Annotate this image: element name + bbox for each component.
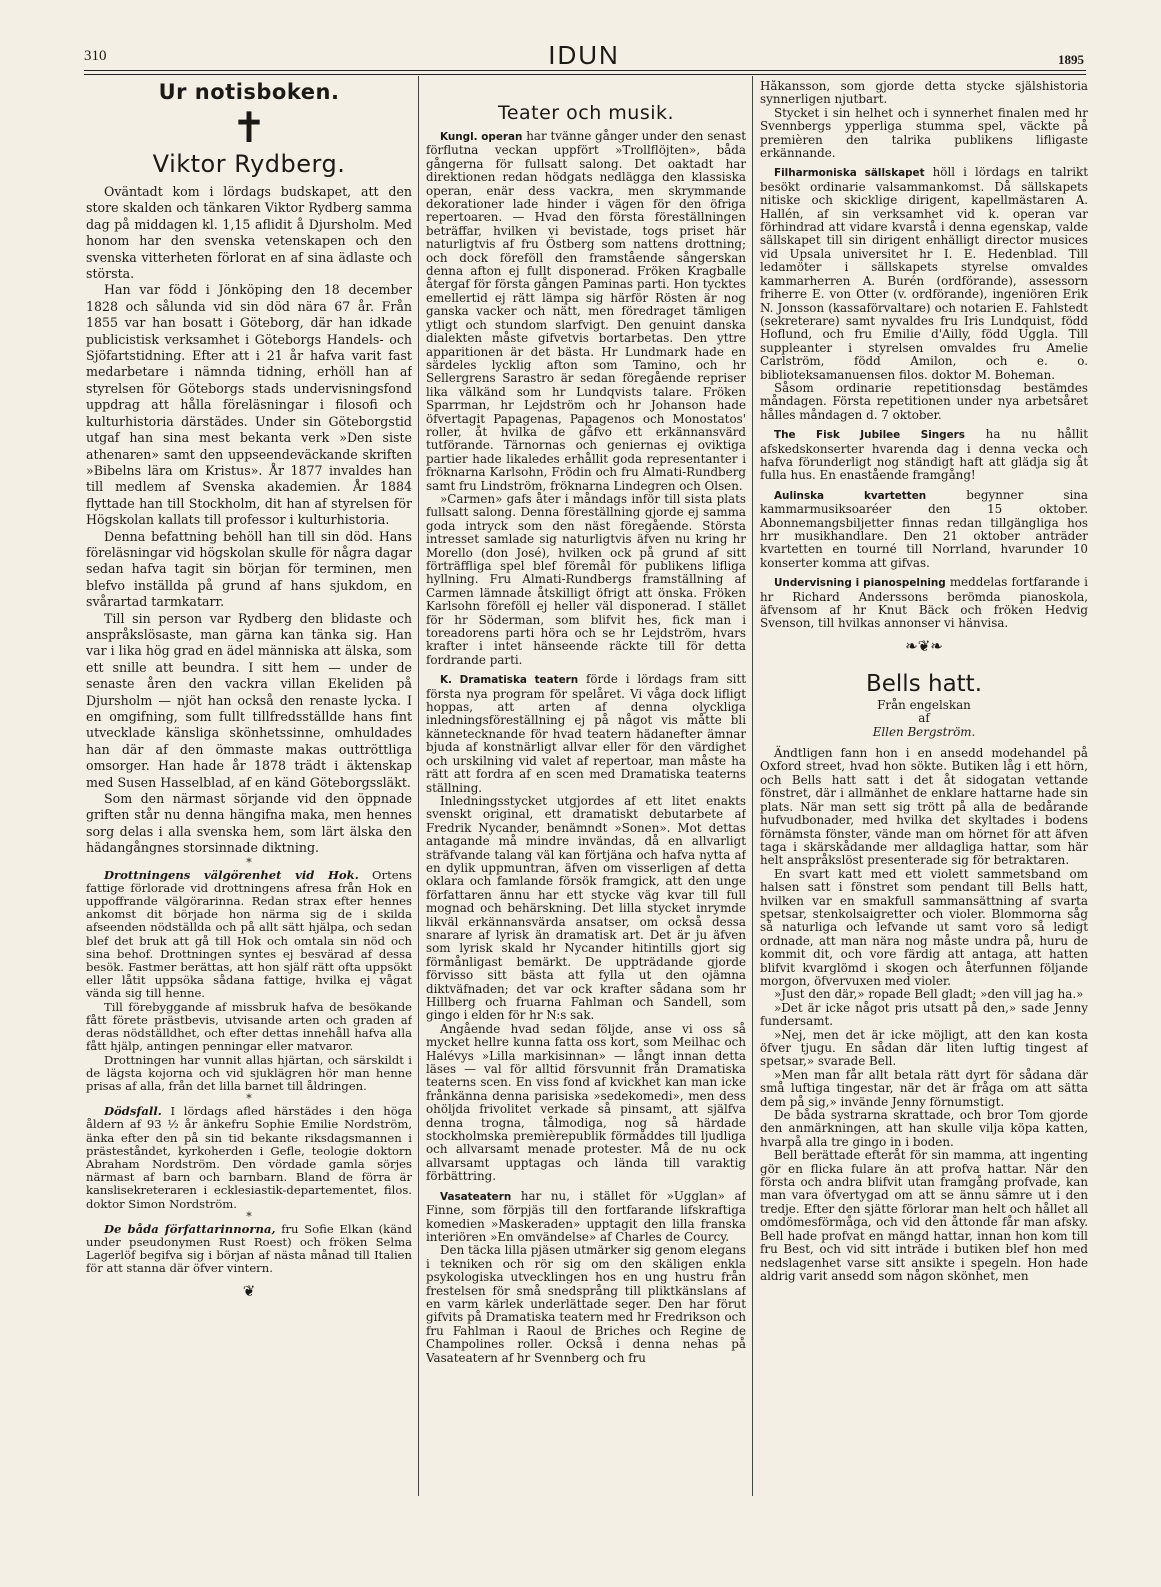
separator-star: *: [246, 855, 252, 869]
news-lead: Drottningens välgörenhet vid Hok.: [104, 867, 359, 882]
news-keyword: K. Dramatiska teatern: [440, 674, 579, 687]
news-keyword: Kungl. operan: [440, 131, 523, 143]
news-keyword: Vasateatern: [440, 1190, 512, 1203]
news-paragraph: Inledningsstycket utgjordes af ett litet enakts svenskt original, ett dramatiskt debutarbete af Fredrik Nycander, benämndt »Sonen». Mot dettas antagande må mindre invändas, då en allvarligt sträfvande talang väl kan förtjäna och hafva nytta af en dylik uppmuntran, äfven om visserligen af detta oklara och famlande försök framgick, att den unge författaren ännu har ett stycke väg kvar till full mognad och behärskning. Det lilla stycket inrymde likväl erkännansvärda ansatser, om också dessa snarare af lyrisk än dramatisk art. Det är ju äfven som lyrisk skald hr Nycander hitintills gjort sig förmånligast bemärkt. De uppträdande gjorde förvisso sitt bästa att fylla ut den ojämna diktväfnaden; det var ock krafter sådana som hr Hillberg och fruarna Fahlman och Sandell, som gingo i elden för hr N:s sak.: [426, 793, 746, 1023]
column-left: [86, 80, 412, 1490]
story-paragraph: De båda systrarna skrattade, och bror Tom gjorde den anmärkningen, att han skulle vilja köpa katten, hvarpå alla tre gingo in i boden.: [760, 1108, 1088, 1149]
news-item-dramatiska: K. Dramatiska teatern förde i lördags fram sitt första nya program för spelåret. Vi våga dock lifligt hoppas, att arten af denna olyckliga inledningsföreställning ej på något vis måtte bli kännetecknande för hvad teatern hädanefter ämnar bjuda af konstnärligt allvar eller för den värdighet och urskilning vid valet af repertoar, man måste ha rätt att fordra af en scen med Dramatiska teaterns ställning.: [426, 672, 746, 795]
masthead-title: IDUN: [548, 40, 620, 70]
column-middle: [426, 80, 746, 1490]
story-paragraph: Bell berättade efteråt för sin mamma, att ingenting gör en flicka fulare än att profva hattar. När den första och andra blifvit utan framgång profvade, kan man vara öfvertygad om att se ännu sämre ut i den tredje. Efter den sjätte förlorar man helt och hållet all omdömesförmåga, och vid den åttonde får man afsky. Bell hade profvat en mängd hattar, innan hon kom till fru Best, och vid sitt inträde i butiken blef hon med nedslagenhet varse sitt ansikte i spegeln. Hon hade aldrig varit ansedd som någon skönhet, men: [760, 1148, 1088, 1283]
news-keyword: Undervisning i pianospelning: [774, 577, 946, 590]
news-lead: Dödsfall.: [104, 1104, 162, 1119]
story-paragraph: »Nej, men det är icke möjligt, att den kan kosta öfver tjugu. En sådan där liten luftig tingest af spetsar,» svarade Bell.: [760, 1027, 1088, 1069]
issue-year: 1895: [1058, 52, 1084, 67]
story-subtitle: Från engelskan: [877, 697, 971, 712]
obituary-paragraph: Oväntadt kom i lördags budskapet, att den store skalden och tänkaren Viktor Rydberg samma dag på middagen kl. 1,15 aflidit å Djursholm. Med honom har den svenska vetenskapen och den svenska vitterheten förlorat en af sina ädlaste och största.: [86, 184, 412, 282]
ornament-icon: ❧❦❧: [905, 636, 943, 655]
news-keyword: Aulinska kvartetten: [774, 489, 927, 502]
story-title: Bells hatt.: [865, 670, 983, 697]
story-paragraph: En svart katt med ett violett sammetsband om halsen satt i fönstret som pendant till Bells hatt, hvilken var en smakfull sammansättning af svarta spetsar, stenkolsaigretter och violer. Blommorna såg så naturliga och lefvande ut samt voro så ledigt ordnade, att man nära nog måste undra på, huru de kommit dit, och vore färdig att antaga, att hatten blifvit kvarglömd i skogen och återfunnen följande morgon, öfvervuxen med violer.: [760, 866, 1088, 988]
story-paragraph: »Just den där,» ropade Bell gladt; »den vill jag ha.»: [774, 987, 1084, 1002]
story-paragraph: »Det är icke något pris utsatt på den,» sade Jenny fundersamt.: [760, 1000, 1088, 1029]
news-paragraph: Håkansson, som gjorde detta stycke själshistoria synnerligen njutbart.: [760, 80, 1088, 107]
news-paragraph: »Carmen» gafs åter i måndags inför till sista plats fullsatt salong. Denna föreställning gjorde ej samma goda intryck som den näst föregående. Största intresset samlade sig naturligtvis äfven nu kring hr Morello (don José), hvilken ock på grund af sitt förträffliga spel blef föremål för publikens lifliga hyllning. Fru Almati-Rundbergs framställning af Carmen lämnade åtskilligt öfrigt att önska. Fröken Karlsohn föreföll ej heller väl disponerad. I stället för hr Söderman, som blifvit hes, fick man i toreadorens parti höra och se hr Lejdström, hvars krafter i intet hänseende räckte till för detta fordrande parti.: [426, 491, 746, 667]
obituary-paragraph: Som den närmast sörjande vid den öppnade griften står nu denna hängifna maka, men hennes sorg delas i alla svenska hem, som lärt älska den hädangångnes storsinnade diktning.: [86, 791, 412, 856]
story-author: Ellen Bergström.: [872, 724, 976, 739]
obituary-title: Viktor Rydberg.: [152, 150, 346, 178]
story-af: af: [918, 711, 930, 726]
news-item-filharmoniska: Filharmoniska sällskapet höll i lördags en talrikt besökt ordinarie valsammankomst. Då sällskapets nitiske och skicklige dirigent, kapellmästaren A. Hallén, af sin verksamhet vid k. operan var förhindrad att vidare kvarstå i denna egenskap, valde sällskapet till sin dirigent enhälligt director musices vid Upsala universitet hr I. E. Hedenblad. Till ledamöter i sällskapets styrelse omvaldes kammarherren A. Burén (ordförande), assessorn friherre E. von Otter (v. ordförande), ingeniören Erik N. Jonsson (kassaförvaltare) och notarien E. Fahlstedt (sekreterare) samt nyvaldes fru Iris Lundquist, född Hoflund, och fru Emilie d'Ailly, född Uggla. Till suppleanter i styrelsen omvaldes fru Amelie Carlström, född Amilon, och e. o. biblioteksamanuensen filos. doktor M. Boheman.: [760, 165, 1088, 382]
section-title: Teater och musik.: [497, 102, 675, 124]
news-paragraph: Angående hvad sedan följde, anse vi oss så mycket hellre kunna fatta oss kort, som Meilhac och Halévys »Lilla markisinnan» — långt innan detta läses — val för alltid försvunnit från Dramatiska teaterns scen. En viss fond af kvickhet kan man icke frånkänna denna parisiska »sedekomedi», men dess ohöljda frivolitet verkade så pinsamt, att själfva denna trogna, tålmodiga, nog så härdade stockholmska premièrepublik förmåddes till ljudliga och allvarsamt menade protester. Må de nu ock allvarsamt upptagas och lända till varaktig förbättring.: [426, 1021, 746, 1184]
separator-star: *: [246, 1209, 252, 1223]
news-paragraph: Drottningen har vunnit allas hjärtan, och särskildt i de lägsta kojorna och vid sjuklägren hör man henne prisas af alla, från det lilla barnet till åldringen.: [86, 1052, 412, 1093]
column-right: [760, 80, 1088, 1490]
story-paragraph: »Men man får allt betala rätt dyrt för sådana där små luftiga tingestar, när det är fråga om att sätta dem på sig,» invände Jenny förnumstigt.: [760, 1067, 1088, 1109]
separator-star: *: [246, 1092, 252, 1106]
column-divider: [752, 76, 753, 1496]
ornament-icon: ❦: [242, 1281, 256, 1300]
header-rule-thin: [84, 74, 1086, 75]
news-item-aulinska: Aulinska kvartetten begynner sina kammarmusiksoaréer den 15 oktober. Abonnemangsbiljetter finnas redan tillgängliga hos hrr musikhandlare. Den 21 oktober anträder kvartetten en tourné till Norrland, hvarunder 10 konserter komma att gifvas.: [760, 487, 1088, 570]
news-item-piano: Undervisning i pianospelning meddelas fortfarande i hr Richard Anderssons berömda pianoskola, äfvensom af hr Knut Bäck och fröken Hedvig Svenson, till hvilkas annonser vi hänvisa.: [760, 575, 1088, 631]
news-paragraph: Till förebyggande af missbruk hafva de besökande fått förete prästbevis, utvisande arten och graden af deras nödställdhet, och efter dettas innehåll hafva alla fått hjälp, antingen penningar eller matvaror.: [86, 999, 412, 1054]
story-paragraph: Ändtligen fann hon i en ansedd modehandel på Oxford street, hvad hon sökte. Butiken låg i ett hörn, och Bells hatt satt i det åt sidogatan vettande fönstret, där i allmänhet de enklare hattarne hade sin plats. När man sett sig trött på alla de bedårande hufvudbonader, med hvilka det skyltades i bodens förnämsta fönster, vände man om hörnet för att äfven taga i skärskådande mer alldagliga hattar, som här helt anspråkslöst presenterade sig för betraktaren.: [760, 746, 1088, 868]
news-item-vasateatern: Vasateatern har nu, i stället för »Ugglan» af Finne, som förpjäs till den fortfarande lifskraftiga komedien »Maskeraden» upptagit den lilla franska interiören »En omvändelse» af Charles de Courcy.: [426, 1188, 746, 1244]
news-item-queen: Drottningens välgörenhet vid Hok. Ortens fattige förlorade vid drottningens afresa från Hok en uppoffrande välgörarinna. Redan strax efter hennes ankomst dit började hon närma sig de i skilda afseenden nödställda och på allt sätt hjälpa, och sedan blef det bruk att gå till Hok och omtala sin nöd och sina behof. Drottningen syntes ej besvärad af dessa besök. Fastmer berättas, att hon själf rätt ofta uppsökt eller låtit uppsöka sådana fattige, hvilka ej vågat vända sig till henne.: [86, 867, 412, 1001]
news-item-death: Dödsfall. I lördags afled härstädes i den höga åldern af 93 ½ år änkefru Sophie Emilie Nordström, änka efter den på sin tid bekante riksdagsmannen i prästeståndet, kyrkoherden i Gefle, teologie doktorn Abraham Nordström. Den vördade gamla sörjes närmast af barn och barnbarn. Bland de förra är kanslisekreteraren i ecklesiastik-departementet, filos. doktor Simon Nordström.: [86, 1104, 412, 1211]
page-number: 310: [84, 48, 107, 64]
header-rule: [84, 70, 1086, 71]
news-paragraph: Såsom ordinarie repetitionsdag bestämdes måndagen. Första repetitionen under nya arbetsåret hålles måndagen d. 7 oktober.: [760, 380, 1088, 422]
news-item-opera: Kungl. operan har tvänne gånger under den senast förflutna veckan uppfört »Trollflöjten», båda gångerna för fullsatt salong. Det oaktadt har direktionen redan hödgats nedlägga den klassiska operan, enär dess vackra, men skrymmande dekorationer lade hinder i vägen för den öfriga repertoaren. — Hvad den första föreställningen beträffar, hvilken vi bevistade, togs priset här naturligtvis af fru Östberg som nattens drottning; och dock föreföll den framstående sångerskan denna afton ej fullt disponerad. Fröken Kragballe återgaf för första gången Paminas parti. Hon tycktes emellertid ej rätt lämpa sig härför Rösten är nog ganska vacker och nätt, men föredraget tämligen ytligt och stundom slarfvigt. Den genuint danska dialekten måste gifvetvis bortarbetas. Den yttre apparitionen är det bästa. Hr Lundmark hade en särdeles lycklig afton som Tamino, och hr Sellergrens Sarastro är sedan föregående repriser lika välkänd som hr Lundqvists talare. Fröken Sparrman, hr Lejdström och hr Johanson hade öfvertagit Papagenas, Papagenos och Monostatos' roller, åt hvilka de gåfvo ett erkännansvärd tutförande. Tärnornas och geniernas ej oviktiga partier hade likaledes erhållit goda representanter i fröknarna Karlsohn, Frödin och fru Almati-Rundberg samt fru Lindström, fröknarna Lindegren och Olsen.: [426, 129, 746, 493]
obituary-paragraph: Till sin person var Rydberg den blidaste och anspråkslösaste, man gärna kan tänka sig. Han var i lika hög grad en ädel människa att älska, som ett snille att beundra. I sitt hem — under de senaste åren den vackra villan Ekeliden på Djursholm — njöt han också den renaste lycka. I en omgifning, som fullt tillfredsställde hans fint utvecklade känsliga skönhetssinne, omhuldades han där af den ömmaste makas outtröttliga omsorger. Han hade år 1878 trädt i äktenskap med Susen Hasselblad, af en känd Göteborgssläkt.: [86, 610, 412, 790]
news-paragraph: Den täcka lilla pjäsen utmärker sig genom elegans i tekniken och rör sig om den skäligen enkla psykologiska utvecklingen hos en ung hustru från frestelsen för små snedsprång till pliktkänslans af en varm kärlek underlättade seger. Den har förut gifvits på Dramatiska teatern med hr Fredrikson och fru Fahlman i Raoul de Briches och Regine de Champolines roller. Också i denna nehas på Vasateatern af hr Svennberg och fru: [426, 1243, 746, 1365]
obituary-paragraph: Han var född i Jönköping den 18 december 1828 och sålunda vid sin död nära 67 år. Från 1855 var han bosatt i Göteborg, där han idkade publicistisk verksamhet i Göteborgs Handels- och Sjöfartstidning. Efter att i 21 år hafva varit fast medarbetare i nämnda tidning, erhöll han af styrelsen för Göteborgs stads undervisningsfond uppdrag att hålla föreläsningar i filosofi och kulturhistoria därstädes. Under sin Göteborgstid utgaf han sina mest bekanta verk »Den siste athenaren» samt den uppseendeväckande skriften »Bibelns lära om Kristus». År 1877 invaldes han till medlem af Svenska akademien. År 1884 flyttade han till Stockholm, dit han af styrelsen för Högskolan kallats till professor i kulturhistoria.: [86, 282, 412, 528]
news-item-fisk: The Fisk Jubilee Singers ha nu hållit afskedskonserter hvarenda dag i denna vecka och hafva förunderligt nog ständigt haft att glädja sig åt fulla hus. En enastående framgång!: [760, 427, 1088, 483]
obituary-paragraph: Denna befattning behöll han till sin död. Hans föreläsningar vid högskolan skulle för några dagar sedan hafva tagit sin början för terminen, men blefvo inställda på grund af hans sjukdom, en svårartad tarmkatarr.: [86, 528, 412, 610]
news-keyword: Filharmoniska sällskapet: [774, 167, 925, 180]
news-lead: De båda författarinnorna,: [104, 1221, 276, 1236]
news-paragraph: Stycket i sin helhet och i synnerhet finalen med hr Svennbergs ypperliga stumma spel, väckte på premièren den talrika publikens lifligaste erkännande.: [760, 105, 1088, 161]
column-divider: [418, 76, 419, 1496]
cross-icon: ✝: [231, 103, 267, 152]
news-item-authors: De båda författarinnorna, fru Sofie Elkan (känd under pseudonymen Rust Roest) och fröken Selma Lagerlöf begifva sig i början af nästa månad till Italien för att stanna där öfver vintern.: [86, 1221, 412, 1276]
page-header: [84, 40, 1084, 70]
section-title: Ur notisboken.: [158, 80, 340, 104]
news-keyword: The Fisk Jubilee Singers: [774, 429, 965, 442]
